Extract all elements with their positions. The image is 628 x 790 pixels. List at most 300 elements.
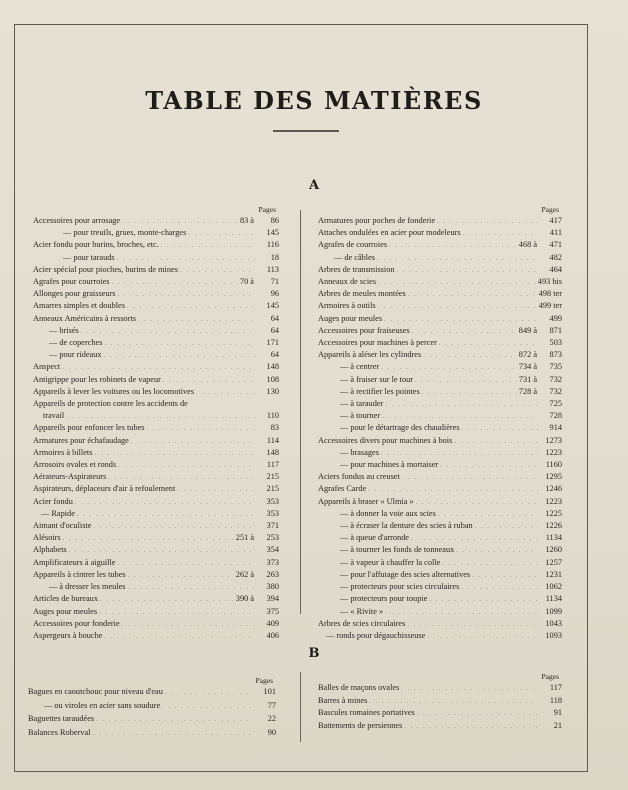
entry-page-number: 353 [266, 508, 279, 518]
entry-label: Antigrippe pour les robinets de vapeur [33, 374, 161, 384]
entry-page-number: 148 [266, 447, 279, 457]
dot-leader [104, 338, 255, 349]
toc-entry [318, 288, 562, 300]
entry-page-number: 21 [553, 720, 562, 730]
entry-page-number: 77 [267, 700, 276, 710]
entry-page-number: 64 [270, 325, 279, 335]
entry-page-number: 64 [270, 313, 279, 323]
toc-entry [28, 713, 276, 727]
dot-leader [81, 326, 255, 337]
entry-label: Alésoirs [33, 533, 61, 543]
toc-entry [318, 707, 562, 720]
dot-leader [138, 314, 255, 325]
section-b-left-column [28, 676, 276, 740]
dot-leader [94, 448, 255, 459]
toc-entry [318, 606, 562, 618]
entry-label: Accessoires pour machines à percer [318, 338, 437, 348]
toc-entry [33, 361, 279, 373]
entry-label: Aspergeurs à bouche [33, 630, 103, 640]
toc-entry [318, 618, 562, 630]
entry-label: — pour l'affutage des scies alternatives [340, 569, 471, 579]
dot-leader [122, 619, 255, 630]
dot-leader [411, 533, 538, 544]
toc-entry [318, 386, 562, 398]
toc-entry [33, 459, 279, 471]
entry-page-range-start: 849 à [518, 325, 537, 335]
entry-label: Acier fondu [33, 496, 73, 506]
entry-page-number: 263 [266, 569, 279, 579]
column-divider-b [300, 672, 301, 742]
dot-leader [128, 570, 234, 581]
toc-entry [318, 325, 562, 337]
entry-page-number: 90 [267, 727, 276, 737]
entry-page-number: 406 [266, 630, 279, 640]
entry-page-number: 110 [266, 411, 279, 421]
toc-entry [33, 630, 279, 642]
dot-leader [381, 448, 538, 459]
entry-page-range-start: 83 à [239, 216, 254, 225]
toc-entry [318, 483, 562, 495]
entry-label: Accessoires pour arrosage [33, 216, 121, 225]
entry-page-number: 732 [549, 386, 562, 396]
dot-leader [475, 521, 538, 532]
entry-label: Amarres simples et doubles [33, 301, 125, 311]
entries-list [318, 682, 562, 732]
dot-leader [128, 582, 256, 593]
dot-leader [378, 301, 537, 312]
entry-label: Appareils pour enfoncer les tubes [33, 423, 145, 433]
dot-leader [456, 545, 538, 556]
toc-entry [318, 581, 562, 593]
entry-label: Accessoires pour fraiseuses [318, 325, 410, 335]
entry-page-number: 380 [266, 582, 279, 592]
toc-entry [318, 313, 562, 325]
entry-page-number: 145 [266, 301, 279, 311]
entry-page-number: 18 [270, 252, 279, 262]
entry-label: Armatures pour échafaudage [33, 435, 129, 445]
entry-page-number: 215 [266, 484, 279, 494]
title-underline [273, 130, 339, 132]
entry-label: Anspect [33, 362, 61, 372]
entry-label: Appareils à lever les voitures ou les locomotives [33, 386, 195, 396]
dot-leader [117, 253, 255, 264]
dot-leader [122, 216, 238, 227]
entry-label: — à queue d'arronde [340, 533, 409, 543]
toc-entry [33, 337, 279, 349]
entry-page-number: 71 [270, 277, 279, 287]
entry-label: Attaches ondulées en acier pour modeleurs [318, 228, 461, 238]
entry-page-number: 499 [549, 313, 562, 323]
toc-entry [33, 422, 279, 434]
toc-entry [33, 300, 279, 312]
dot-leader [423, 350, 517, 361]
section-letter-a: A [308, 178, 320, 193]
entry-label: Baguettes taraudées [28, 714, 95, 724]
entry-label: Armatures pour poches de fonderie [318, 216, 436, 225]
entry-label: — pour le détartrage des chaudières [340, 423, 460, 433]
dot-leader [427, 631, 538, 642]
entry-page-number: 482 [549, 252, 562, 262]
dot-leader [381, 362, 517, 373]
entry-label: Arbres de meules montées [318, 289, 406, 299]
dot-leader [369, 696, 538, 708]
entry-page-number: 1134 [545, 594, 562, 604]
dot-leader [407, 619, 538, 630]
entry-page-number: 354 [266, 545, 279, 555]
toc-entry [33, 544, 279, 556]
toc-entry [33, 557, 279, 569]
entry-label: Acier fondu pour burins, broches, etc. [33, 240, 159, 250]
dot-leader [188, 228, 255, 239]
entry-label: Balles de maçons ovales [318, 683, 400, 692]
entry-page-number: 64 [270, 350, 279, 360]
entry-label: — protecteurs pour scies circulaires [340, 582, 460, 592]
dot-leader [377, 253, 538, 264]
toc-entry [318, 361, 562, 373]
entry-label: — à tarauder [340, 399, 384, 409]
toc-entry [33, 386, 279, 398]
section-b-right-column [318, 672, 562, 732]
toc-entry [33, 471, 279, 483]
entry-page-number: 471 [549, 240, 562, 250]
dot-leader [437, 216, 538, 227]
entry-label: — à donner la voie aux scies [340, 508, 436, 518]
entry-page-number: 1225 [545, 508, 562, 518]
dot-leader [62, 362, 255, 373]
entry-label: Appareils à aléser les cylindres [318, 350, 422, 360]
dot-leader [118, 460, 255, 471]
dot-leader [378, 277, 536, 288]
entry-page-number: 145 [266, 228, 279, 238]
entry-label: Arbres de transmission [318, 264, 395, 274]
dot-leader [127, 301, 255, 312]
entry-page-number: 1260 [545, 545, 562, 555]
toc-entry [318, 422, 562, 434]
entry-page-range-start: 70 à [239, 277, 254, 287]
entry-page-number: 86 [270, 216, 279, 225]
entry-page-number: 873 [549, 350, 562, 360]
entry-page-number: 1273 [545, 435, 562, 445]
dot-leader [108, 472, 255, 483]
entry-page-number: 1231 [545, 569, 562, 579]
dot-leader [404, 721, 538, 733]
page-title: TABLE DES MATIÈRES [145, 86, 483, 115]
entry-page-number: 1223 [545, 496, 562, 506]
dot-leader [462, 423, 538, 434]
entry-label: Bagues en caoutchouc pour niveau d'eau [28, 687, 163, 696]
entry-label: Agrafes pour courroies [33, 277, 110, 287]
toc-entry [33, 252, 279, 264]
toc-entry [33, 349, 279, 361]
toc-entry [318, 682, 562, 695]
entry-page-number: 409 [266, 618, 279, 628]
entry-page-number: 499 ter [538, 301, 562, 311]
entry-page-number: 1226 [545, 521, 562, 531]
entries-list [33, 215, 279, 642]
entry-label: Armoires à billets [33, 447, 93, 457]
entry-page-number: 114 [266, 435, 279, 445]
entry-page-number: 394 [266, 594, 279, 604]
toc-entry [318, 569, 562, 581]
toc-entry [28, 700, 276, 714]
entry-page-number: 417 [549, 216, 562, 225]
dot-leader [131, 436, 255, 447]
dot-leader [454, 436, 538, 447]
dot-leader [161, 240, 255, 251]
entry-label: — Rapide [41, 508, 75, 518]
entry-page-number: 22 [267, 714, 276, 724]
toc-entry [33, 288, 279, 300]
entry-label: — ronds pour dégauchisseuse [326, 630, 426, 640]
dot-leader [118, 289, 256, 300]
entry-page-number: 108 [266, 374, 279, 384]
dot-leader [69, 545, 255, 556]
toc-entry [318, 435, 562, 447]
toc-entry [33, 435, 279, 447]
entry-label: Aspirateurs, déplaceurs d'air à refoulement [33, 484, 176, 494]
entry-page-number: 411 [549, 228, 562, 238]
dot-leader [99, 607, 255, 618]
dot-leader [461, 582, 538, 593]
toc-entry [33, 264, 279, 276]
dot-leader [63, 533, 234, 544]
entry-page-number: 148 [266, 362, 279, 372]
entry-label: Appareils à cintrer les tubes [33, 569, 126, 579]
toc-entry [33, 569, 279, 581]
entry-label: Auges pour meules [33, 606, 98, 616]
dot-leader [180, 265, 255, 276]
toc-entry [318, 557, 562, 569]
entry-label: Arrosoirs ovales et ronds [33, 460, 117, 470]
entry-page-number: 464 [549, 264, 562, 274]
toc-entry [33, 325, 279, 337]
entry-label: Appareils à braser « Ulmia » [318, 496, 414, 506]
toc-entry [318, 459, 562, 471]
toc-entry [33, 313, 279, 325]
entry-page-number: 117 [266, 460, 279, 470]
entry-page-number: 113 [266, 264, 279, 274]
entry-label: Anneaux Américains à ressorts [33, 313, 136, 323]
entry-label: Accessoires pour fonderie [33, 618, 120, 628]
dot-leader [401, 683, 538, 695]
entry-page-number: 1257 [545, 557, 562, 567]
entry-label: Armoires à outils [318, 301, 376, 311]
dot-leader [442, 558, 538, 569]
entry-label: Arbres de scies circulaires [318, 618, 406, 628]
entry-label: — à vapeur à chauffer la colle [340, 557, 441, 567]
section-a-left-column [33, 205, 279, 642]
toc-entry [33, 593, 279, 605]
entry-label: — à fraiser sur le tour [340, 374, 414, 384]
entry-label: — « Rivite » [340, 606, 384, 616]
entry-page-number: 725 [549, 399, 562, 409]
dot-leader [385, 607, 538, 618]
entry-label: Agrafes de courroies [318, 240, 388, 250]
entry-page-number: 353 [266, 496, 279, 506]
dot-leader [177, 484, 255, 495]
pages-header: Pages [541, 205, 559, 214]
dot-leader [472, 570, 538, 581]
entry-page-number: 728 [549, 411, 562, 421]
dot-leader [385, 399, 538, 410]
entry-label: — de câbles [334, 252, 376, 262]
entry-label: Accessoires divers pour machines à bois [318, 435, 453, 445]
entry-page-range-start: 468 à [518, 240, 537, 250]
entry-page-number: 1223 [545, 447, 562, 457]
dot-leader [112, 277, 238, 288]
toc-entry [318, 252, 562, 264]
entry-page-number: 91 [553, 708, 562, 718]
entry-page-number: 1062 [545, 582, 562, 592]
toc-entry [318, 398, 562, 410]
entry-page-number: 1295 [545, 472, 562, 482]
toc-entry [318, 410, 562, 422]
entry-page-number: 871 [549, 325, 562, 335]
toc-entry [318, 300, 562, 312]
toc-entry [318, 239, 562, 251]
entry-page-number: 373 [266, 557, 279, 567]
dot-leader [104, 350, 255, 361]
entry-label: travail [43, 411, 65, 421]
entry-page-number: 1043 [545, 618, 562, 628]
entry-label: — ou viroles en acier sans soudure [44, 700, 161, 710]
toc-entry [318, 374, 562, 386]
entry-page-number: 375 [266, 606, 279, 616]
toc-entry [33, 496, 279, 508]
dot-leader [104, 631, 255, 642]
toc-entry [33, 447, 279, 459]
entry-page-number: 116 [266, 240, 279, 250]
dot-leader [439, 338, 538, 349]
toc-entry [318, 720, 562, 733]
entry-label: Aimant d'oculiste [33, 521, 92, 531]
dot-leader [438, 509, 538, 520]
pages-header: Pages [541, 672, 559, 681]
entry-page-number: 117 [549, 683, 562, 692]
dot-leader [196, 387, 255, 398]
toc-entry [33, 398, 279, 410]
dot-leader [408, 289, 537, 300]
toc-entry [33, 215, 279, 227]
entry-page-number: 83 [270, 423, 279, 433]
entry-label: — brisés [49, 325, 79, 335]
dot-leader [66, 411, 255, 422]
toc-entry [318, 630, 562, 642]
toc-entry [33, 276, 279, 288]
entry-label: Auges pour meules [318, 313, 383, 323]
dot-leader [93, 521, 255, 532]
dot-leader [77, 509, 255, 520]
section-a-right-column [318, 205, 562, 642]
entry-page-number: 503 [549, 338, 562, 348]
dot-leader [422, 387, 517, 398]
entry-page-number: 130 [266, 386, 279, 396]
toc-entry [318, 276, 562, 288]
toc-entry [33, 508, 279, 520]
section-letter-b: B [308, 646, 320, 661]
toc-entry [318, 227, 562, 239]
entry-page-range-start: 731 à [518, 374, 537, 384]
toc-entry [318, 496, 562, 508]
pages-header: Pages [258, 205, 276, 214]
dot-leader [368, 484, 538, 495]
toc-entry [33, 606, 279, 618]
entry-page-number: 371 [266, 521, 279, 531]
entry-page-number: 253 [266, 533, 279, 543]
entry-label: Barres à mines [318, 695, 368, 705]
entry-page-number: 1134 [545, 533, 562, 543]
entries-list [318, 215, 562, 642]
entry-label: — protecteurs pour toupie [340, 594, 428, 604]
entry-page-number: 101 [263, 687, 276, 696]
entry-label: Agrafes Carde [318, 484, 367, 494]
toc-entry [318, 695, 562, 708]
dot-leader [463, 228, 538, 239]
entry-label: Aciers fondus au creuset [318, 472, 400, 482]
toc-entry [318, 471, 562, 483]
entry-label: Allonges pour graisseurs [33, 289, 116, 299]
toc-entry [318, 532, 562, 544]
entry-label: Alphabets [33, 545, 67, 555]
toc-entry [318, 447, 562, 459]
dot-leader [417, 708, 538, 720]
entry-label: Anneaux de scies [318, 277, 377, 287]
dot-leader [75, 497, 255, 508]
dot-leader [165, 687, 252, 700]
dot-leader [92, 728, 252, 741]
toc-entry [33, 374, 279, 386]
dot-leader [96, 714, 252, 727]
entry-page-range-start: 872 à [518, 350, 537, 360]
entry-label: Appareils de protection contre les accidents de [33, 399, 188, 409]
toc-entry [33, 618, 279, 630]
entry-label: Acier spécial pour pioches, burins de mines [33, 264, 178, 274]
entry-page-number: 171 [266, 338, 279, 348]
entry-page-number: 96 [270, 289, 279, 299]
entry-page-number: 118 [549, 695, 562, 705]
entry-label: — à rectifier les pointes [340, 386, 420, 396]
dot-leader [402, 472, 538, 483]
toc-entry [33, 532, 279, 544]
dot-leader [397, 265, 538, 276]
toc-entry [318, 593, 562, 605]
entry-page-range-start: 728 à [518, 386, 537, 396]
entry-label: — pour tarauds [63, 252, 115, 262]
dot-leader [389, 240, 517, 251]
entry-page-number: 498 ter [538, 289, 562, 299]
entry-page-number: 1160 [545, 460, 562, 470]
pages-header: Pages [255, 676, 273, 685]
entry-page-number: 735 [549, 362, 562, 372]
entry-page-number: 215 [266, 472, 279, 482]
entry-page-number: 1246 [545, 484, 562, 494]
entry-label: Battements de persiennes [318, 720, 403, 730]
toc-entry [33, 410, 279, 422]
column-divider-a [300, 210, 301, 614]
entry-page-range-start: 251 à [235, 533, 254, 543]
dot-leader [147, 423, 255, 434]
toc-entry [318, 215, 562, 227]
entry-page-range-start: 734 à [518, 362, 537, 372]
toc-entry [33, 483, 279, 495]
entry-label: — à dresser les meules [49, 582, 126, 592]
entry-page-number: 1099 [545, 606, 562, 616]
dot-leader [412, 326, 517, 337]
entry-label: — pour rideaux [49, 350, 102, 360]
toc-entry [318, 544, 562, 556]
toc-entry [33, 520, 279, 532]
toc-entry [318, 508, 562, 520]
